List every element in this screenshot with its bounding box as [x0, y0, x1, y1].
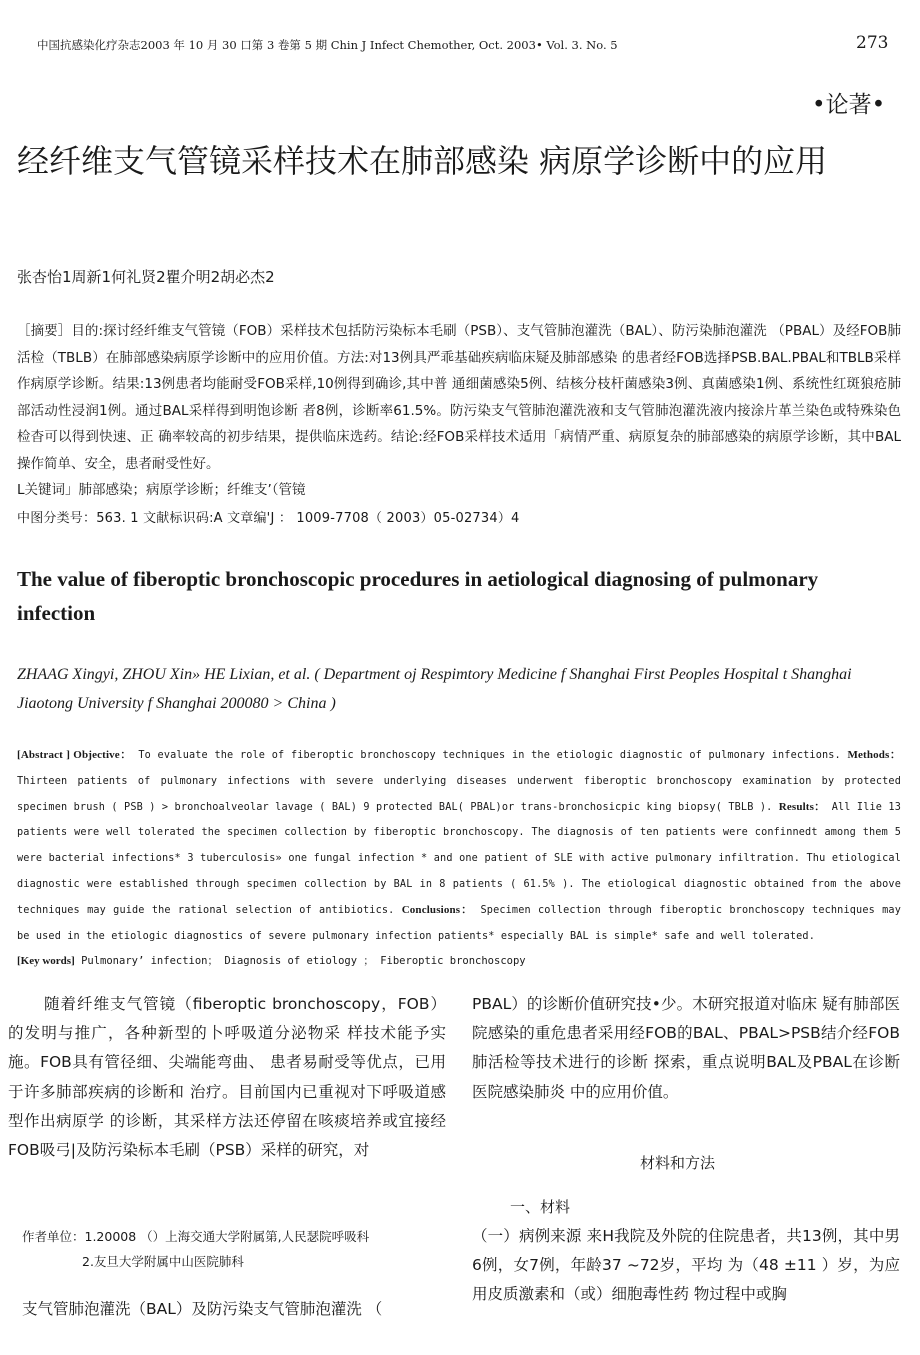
section-heading-methods: 材料和方法 — [640, 1154, 716, 1172]
section-tag: •论著• — [812, 92, 886, 118]
keywords-english-text: Pulmonary’ infection； Diagnosis of etiology ； Fiberoptic bronchoscopy — [74, 955, 526, 967]
page-number: 273 — [856, 33, 889, 53]
abstract-methods-text: Thirteen patients of pulmonary infections with severe underlying diseases underwent fiberoptic bronchoscopy examination by protected specimen brush ( PSB ) > bronchoalveolar lavage ( BAL) 9 protected BAL( PBAL)or trans-bronchosicpic king biopsy( TBLB ). — [17, 775, 901, 813]
subsection-heading-materials: 一、材料 — [510, 1198, 571, 1216]
abstract-objective-text: To evaluate the role of fiberoptic bronchoscopy techniques in the etiologic diagnostic of pulmonary infections. — [131, 750, 848, 761]
footer-continuation-text: 支气管肺泡灌洗（BAL）及防污染支气管肺泡灌洗 （ — [22, 1300, 383, 1318]
abstract-english — [17, 743, 901, 949]
abstract-objective-label: [Abstract ] Objective： — [17, 749, 132, 761]
journal-header: 中国抗感染化疗杂志2003 年 10 月 30 口第 3 卷第 5 期 Chin J Infect Chemother, Oct. 2003• Vol. 3. No. 5 — [37, 38, 618, 52]
abstract-chinese-label: ［摘要］ — [17, 323, 72, 339]
abstract-chinese — [17, 318, 901, 477]
keywords-chinese: L关键词」肺部感染；病原学诊断；纤维支’（管镜 — [17, 482, 306, 498]
keywords-english — [17, 953, 526, 968]
body-right-paragraph-1: PBAL）的诊断价值研究技•少。木研究报道对临床 疑有肺部医院感染的重危患者采用经FOB的BAL、PBAL>PSB结介经FOB肺活检等技术进行的诊断 探索，重点说明BAL及PBAL在诊断医院感染肺炎 中的应用价值。 — [472, 995, 900, 1101]
authors-english: ZHAAG Xingyi, ZHOU Xin» HE Lixian, et al. ( Department oj Respimtory Medicine f Shanghai First Peoples Hospital t Shanghai Jiaotong University f Shanghai 200080 > China ) — [17, 666, 852, 712]
classification-chinese: 中图分类号：563. 1 文献标识码:A 文章编'J ： 1009-7708（ 2003）05-02734）4 — [17, 511, 520, 526]
keywords-english-label: [Key words] — [17, 955, 75, 967]
body-left-paragraph: 随着纤维支气管镜（fiberoptic bronchoscopy，FOB）的发明与推广，各种新型的卜呼吸道分泌物采 样技术能予实施。FOB具有管径细、尖端能弯曲、 患者易耐受等优点，已用于许多肺部疾病的诊断和 治疗。目前国内已重视对下呼吸道感型作出病原学 的诊断，其采样方法还停留在咳痰培养或宜接经 FOB吸弓|及防污染标本毛刷（PSB）采样的研究，对 — [8, 995, 446, 1160]
abstract-conclusions-label: Conclusions： — [401, 903, 474, 916]
abstract-conclusions-text: Specimen collection through fiberoptic bronchoscopy techniques may be used in the etiologic diagnostics of severe pulmonary infection patients* especially BAL is simple* safe and well tolerated. — [17, 904, 901, 942]
abstract-chinese-text: 目的:探讨经纤维支气管镜（FOB）采样技术包括防污染标本毛刷（PSB）、支气管肺泡灌洗（BAL）、防污染肺泡灌洗 （PBAL）及经FOB肺活检（TBLB）在肺部感染病原学诊断中的应用价值。方法:对13例具严乖基础疾病临床疑及肺部感染 的患者经FOB选择PSB.BAL.PBAL和TBLB采样作病原学诊断。结果:13例患者均能耐受FOB采样,10例得到确诊,其中普 通细菌感染5例、结核分枝杆菌感染3例、真菌感染1例、系统性红斑狼疮肺部活动性浸润1例。通过BAL采样得到明饱诊断 者8例，诊断率61.5%。防污染支气管肺泡灌洗液和支气管肺泡灌洗液内接涂片革兰染色或特殊染色检杳可以得到快速、正 确率较高的初步结果，提供临床选药。结论:经FOB采样技术适用「病情严重、病原复杂的肺部感染的病原学诊断，其中BAL 操作简单、安全，患者耐受性好。 — [17, 323, 901, 472]
abstract-results-text: All Ilie 13 patients were well tolerated the specimen collection by fiberoptic bronchoscopy. The diagnosis of ten patients were confinnedt among them 5 were bacterial infections* 3 tuberculosis» one fungal infection * and one patient of SLE with active pulmonary infiltration. Thu etiological diagnostic were established through specimen collection by BAL in 8 patients ( 61.5% ). The etiological diagnostic obtained from the above techniques may guide the rational selection of antibiotics. — [17, 801, 901, 916]
authors-chinese: 张杏怡1周新1何礼贤2瞿介明2胡必杰2 — [17, 268, 275, 286]
abstract-methods-label: Methods： — [847, 749, 901, 761]
body-right-paragraph-2: （一）病例来源 来H我院及外院的住院患者，共13例，其中男6例，女7例，年龄37 ~72岁，平均 为（48 ±11 ）岁，为应用皮质激素和（或）细胞毒性药 物过程中或胸 — [472, 1227, 900, 1304]
title-chinese: 经纤维支气管镜采样技术在肺部感染 病原学诊断中的应用 — [17, 142, 828, 180]
affiliation-line-2: 2.友旦大学附属中山医院肺科 — [82, 1254, 244, 1269]
title-english: The value of fiberoptic bronchoscopic procedures in aetiological diagnosing of pulmonary infection — [17, 567, 819, 625]
affiliation-line-1: 作者单位：1.20008 （）上海交通大学附属第,人民瑟院呼吸科 — [22, 1229, 370, 1244]
abstract-results-label: Results： — [778, 800, 826, 813]
